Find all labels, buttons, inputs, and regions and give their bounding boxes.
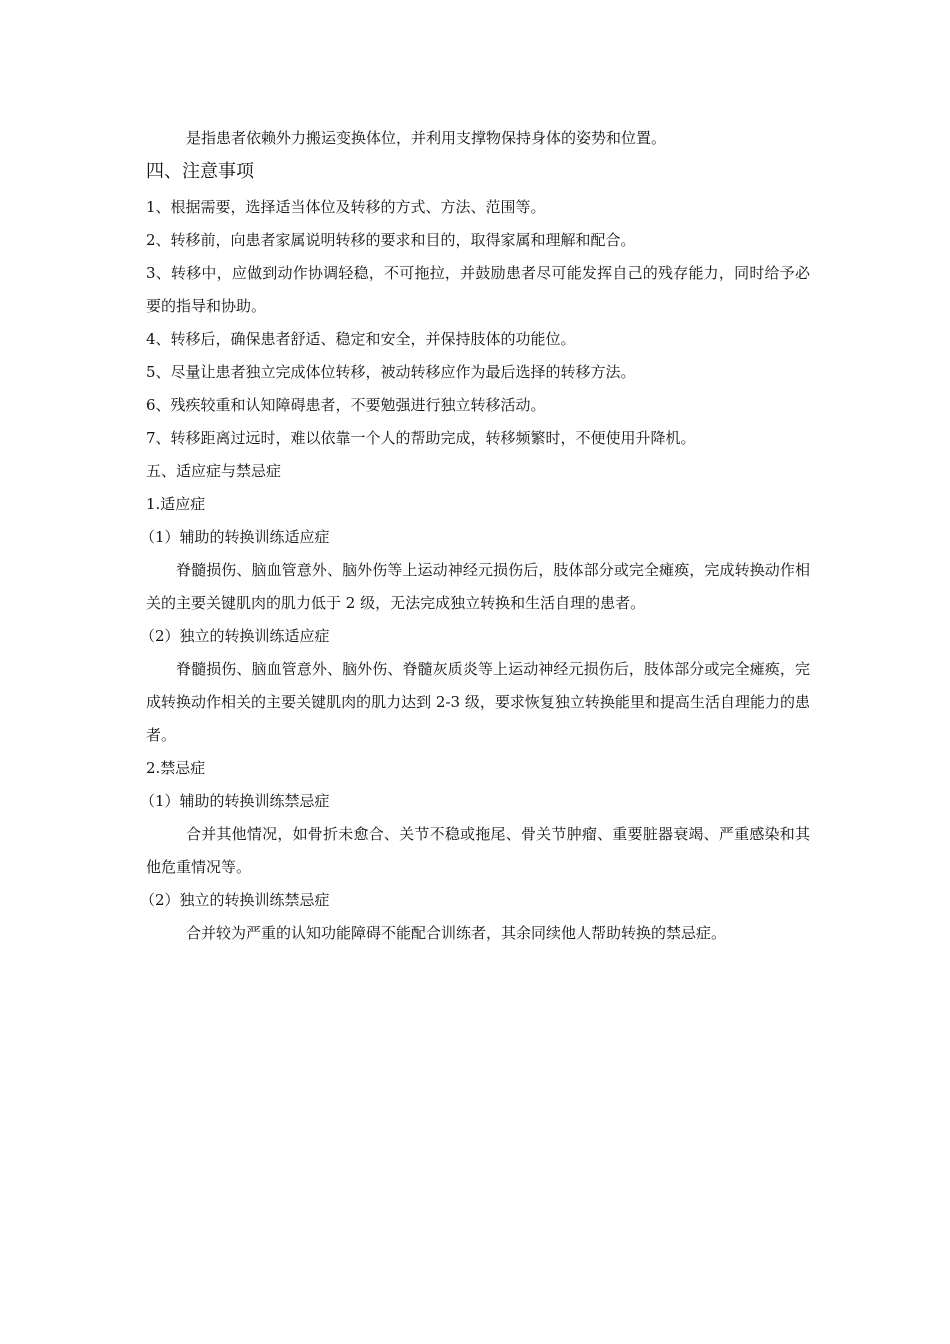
section-4-heading: 四、注意事项 [146,161,254,182]
document-page [140,122,810,950]
independent-indications-heading: （2）独立的转换训练适应症 [140,627,330,645]
assisted-indications-heading: （1）辅助的转换训练适应症 [140,528,330,546]
assisted-contraindications-heading: （1）辅助的转换训练禁忌症 [140,792,330,810]
precaution-item-2: 2、转移前，向患者家属说明转移的要求和目的，取得家属和理解和配合。 [146,231,636,249]
assisted-indications-text: 脊髓损伤、脑血管意外、脑外伤等上运动神经元损伤后，肢体部分或完全瘫痪，完成转换动作相关的主要关键肌肉的肌力低于 2 级，无法完成独立转换和生活自理的患者。 [146,561,810,612]
independent-contraindications-text: 合并较为严重的认知功能障碍不能配合训练者，其余同续他人帮助转换的禁忌症。 [186,924,727,942]
intro-paragraph: 是指患者依赖外力搬运变换体位，并利用支撑物保持身体的姿势和位置。 [186,129,667,147]
precaution-item-7: 7、转移距离过远时，难以依靠一个人的帮助完成，转移频繁时，不便使用升降机。 [146,429,696,447]
precaution-item-1: 1、根据需要，选择适当体位及转移的方式、方法、范围等。 [146,198,546,216]
independent-contraindications-heading: （2）独立的转换训练禁忌症 [140,891,330,909]
independent-indications-text: 脊髓损伤、脑血管意外、脑外伤、脊髓灰质炎等上运动神经元损伤后，肢体部分或完全瘫痪，完成转换动作相关的主要关键肌肉的肌力达到 2-3 级，要求恢复独立转换能里和提高生活自理能力的患者。 [146,660,810,744]
precaution-item-5: 5、尽量让患者独立完成体位转移，被动转移应作为最后选择的转移方法。 [146,363,636,381]
contraindications-heading: 2.禁忌症 [146,759,206,777]
precaution-item-3: 3、转移中，应做到动作协调轻稳，不可拖拉，并鼓励患者尽可能发挥自己的残存能力，同时给予必要的指导和协助。 [146,264,810,315]
precaution-item-4: 4、转移后，确保患者舒适、稳定和安全，并保持肢体的功能位。 [146,330,576,348]
indications-heading: 1.适应症 [146,495,206,513]
section-5-heading: 五、适应症与禁忌症 [146,462,282,480]
assisted-contraindications-text: 合并其他情况，如骨折未愈合、关节不稳或拖尾、骨关节肿瘤、重要脏器衰竭、严重感染和其他危重情况等。 [146,825,810,876]
precaution-item-6: 6、残疾较重和认知障碍患者，不要勉强进行独立转移活动。 [146,396,546,414]
